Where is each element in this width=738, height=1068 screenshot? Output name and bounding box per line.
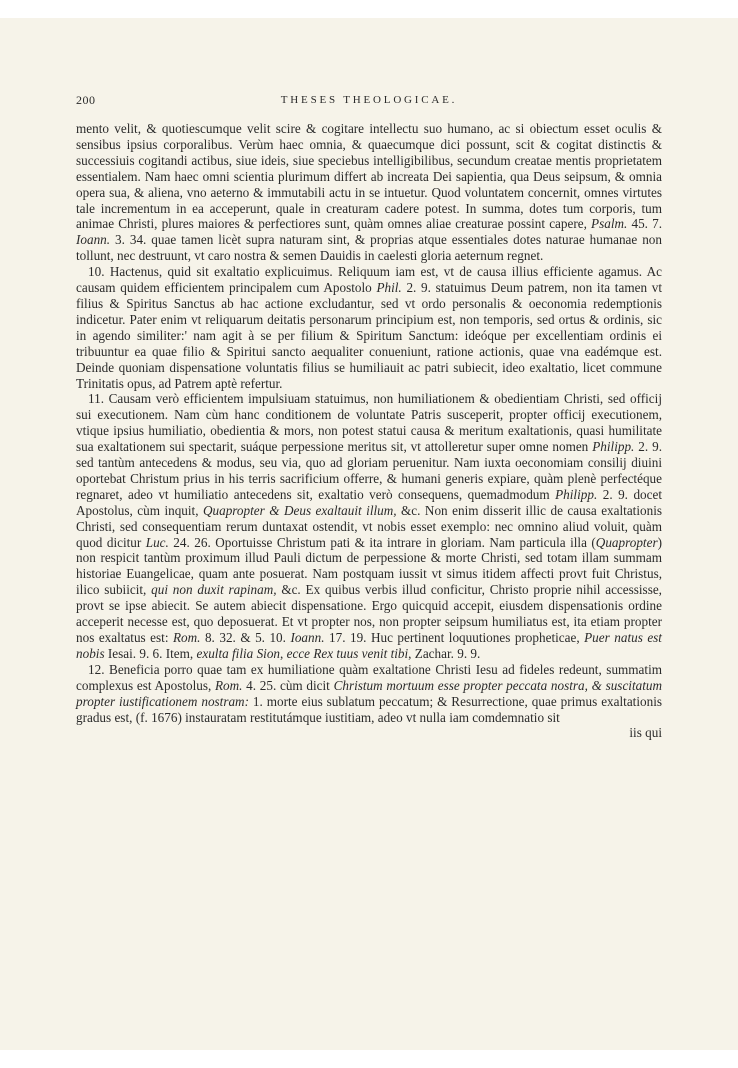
text-run: &c. Non enim disserit illic de causa exaltationis Christi, sed consequentiam rerum duntaxat ostendit, vt nobis esset exemplo: nec omnino aliud voluit, quàm quod dicitur	[76, 502, 662, 550]
page-number: 200	[76, 93, 96, 107]
book-page	[0, 18, 738, 1050]
quotation: Puer natus est nobis	[76, 630, 662, 661]
paragraph-12	[76, 662, 662, 742]
citation: Phil.	[376, 280, 402, 296]
citation: Philipp.	[555, 486, 598, 502]
quotation: qui non duxit rapinam,	[151, 582, 277, 598]
text-run: 4. 25. cùm dicit	[242, 677, 334, 693]
quotation: exulta filia Sion	[196, 645, 281, 661]
text-run: 2. 9. docet Apostolus, cùm inquit,	[76, 486, 662, 518]
quotation: Christum mortuum esse propter peccata nostra, & suscitatum propter iustificationem nostram:	[76, 677, 662, 709]
page-header	[76, 92, 662, 112]
text-run: &c. Ex quibus verbis illud conficitur, Christo proprie nihil accessisse, provt se ipse abiecit. Se autem abiecit dispensatione. Ergo quicquid accepit, eiusdem dispensationis ordine acceperit necesse est, quo deposuerat. Et vt propter nos, non propter seipsum humiliatus est, ita etiam propter nos exaltatus est:	[76, 582, 662, 645]
text-run: 17. 19. Huc pertinent loquutiones propheticae,	[324, 630, 585, 645]
citation: Ioann.	[290, 630, 325, 645]
text-run: 45. 7.	[627, 216, 662, 232]
text-run: 8. 32. & 5. 10.	[200, 630, 291, 645]
text-run: 10. Hactenus, quid sit exaltatio explicuimus. Reliquum iam est, vt de causa illius efficiente agamus. Ac causam quidem efficientem principalem cum Apostolo	[76, 264, 662, 296]
text-run: ,	[280, 645, 287, 661]
text-run: ) non respicit tantùm proximum illud Pauli dictum de perpessione & morte Christi, sed totam illam summam historiae Euangelicae, quam ante posuerat. Nam postquam iussit vt simus itidem affecti provt fuit Christus, ilico subiicit,	[76, 534, 662, 598]
paragraph-9-continuation	[76, 121, 662, 264]
text-run: 12. Beneficia porro quae tam ex humiliatione quàm exaltatione Christi Iesu ad fideles redeunt, summatim complexus est Apostolus,	[76, 661, 662, 693]
text-run: 2. 9. sed tantùm antecedens & modus, seu via, quo ad gloriam peruenitur. Nam iuxta oeconomiam consilij diuini oportebat Christum prius in his terris sacrificium offerre, & humani generis expiare, quàm plenè perfectéque regnaret, adeo vt humiliatio antecedens sit, exaltatio verò consequens, quemadmodum	[76, 439, 663, 502]
citation: Rom.	[172, 630, 201, 645]
paragraph-10	[76, 264, 662, 391]
text-run: 11. Causam verò efficientem impulsiuam statuimus, non humiliationem & obedientiam Christi, sed officij sui executionem. Nam cùm hanc conditionem de voluntate Patris susceperit, propter officij executionem, vtique ipsius humiliatio, obedientia & mors, non potest statui causa & meritum exaltationis, quasi humilitate sua exaltationem sui spectarit, suáque perpessione meritus sit, vt attolleretur super omne nomen	[76, 391, 662, 455]
text-run: 1. morte eius sublatum peccatum; & Resurrectione, quae primus exaltationis gradus est, (f. 1676) instauratam restitutámque iustitiam, adeo vt nulla iam comdemnatio sit	[76, 693, 662, 725]
quotation: Quapropter	[595, 534, 658, 550]
text-run: Iesai. 9. 6. Item,	[104, 645, 197, 661]
citation: Ioann.	[76, 232, 111, 248]
quotation: Quapropter & Deus exaltauit illum,	[202, 502, 397, 518]
citation: Philipp.	[592, 439, 635, 455]
body-text	[76, 121, 662, 741]
text-run: , Zachar. 9. 9.	[408, 645, 481, 661]
citation: Psalm.	[591, 216, 628, 232]
citation: Luc.	[145, 534, 169, 550]
text-run: 24. 26. Oportuisse Christum pati & ita intrare in gloriam. Nam particula illa (	[168, 534, 596, 550]
paragraph-11	[76, 391, 662, 661]
catchword: iis qui	[629, 725, 662, 741]
citation: Rom.	[214, 677, 243, 693]
text-run: 3. 34. quae tamen licèt supra naturam sint, & proprias atque essentiales dotes naturae humanae non tollunt, nec destruunt, vt caro nostra & semen Dauidis in caelesti gloria aeternum regnet.	[76, 232, 662, 264]
running-title: THESES THEOLOGICAE.	[280, 94, 458, 106]
quotation: ecce Rex tuus venit tibi	[286, 645, 409, 661]
text-run: 2. 9. statuimus Deum patrem, non ita tamen vt filius & Spiritus Sanctus ab hac actione excludantur, sed vt ordo personalis & oeconomia redemptionis indicetur. Pater enim vt reliquarum deitatis personarum principium est, non temporis, sed ortus & ordinis, sic in agendo similiter:' nam agit à se per filium & Spiritum Sanctum: ideóque per excellentiam ordinis ei tribuuntur ea quae filio & Spiritui sancto aequaliter conueniunt, ratione actionis, quae vna eadémque est. Deinde quoniam dispensatione voluntatis filius se humiliauit ac patri subiecit, ideo exaltatio, licet commune Trinitatis opus, ad Patrem aptè refertur.	[76, 280, 662, 391]
text-run: mento velit, & quotiescumque velit scire & cogitare intellectu suo humano, ac si obiectum esset oculis & sensibus ipsius corporalibus. Verùm haec omnia, & quaecumque dici possunt, scit & cogitat distinctis & successiuis cogitandi actibus, siue ideis, siue speciebus intelligibilibus, secundum creatae mentis proprietatem essentialem. Nam haec omni scientia plurimum differt ab increata Dei sapientia, qua Deus seipsum, & omnia opera sua, & aliena, vno aeterno & immutabili actu in se intuetur. Quod voluntatem concernit, omnes virtutes tale incrementum in ea acceperunt, quale in creaturam cadere potest. In summa, dotes tum corporis, tum animae Christi, plures maiores & perfectiores sunt, quàm omnes aliae creaturae possint capere,	[76, 121, 662, 232]
